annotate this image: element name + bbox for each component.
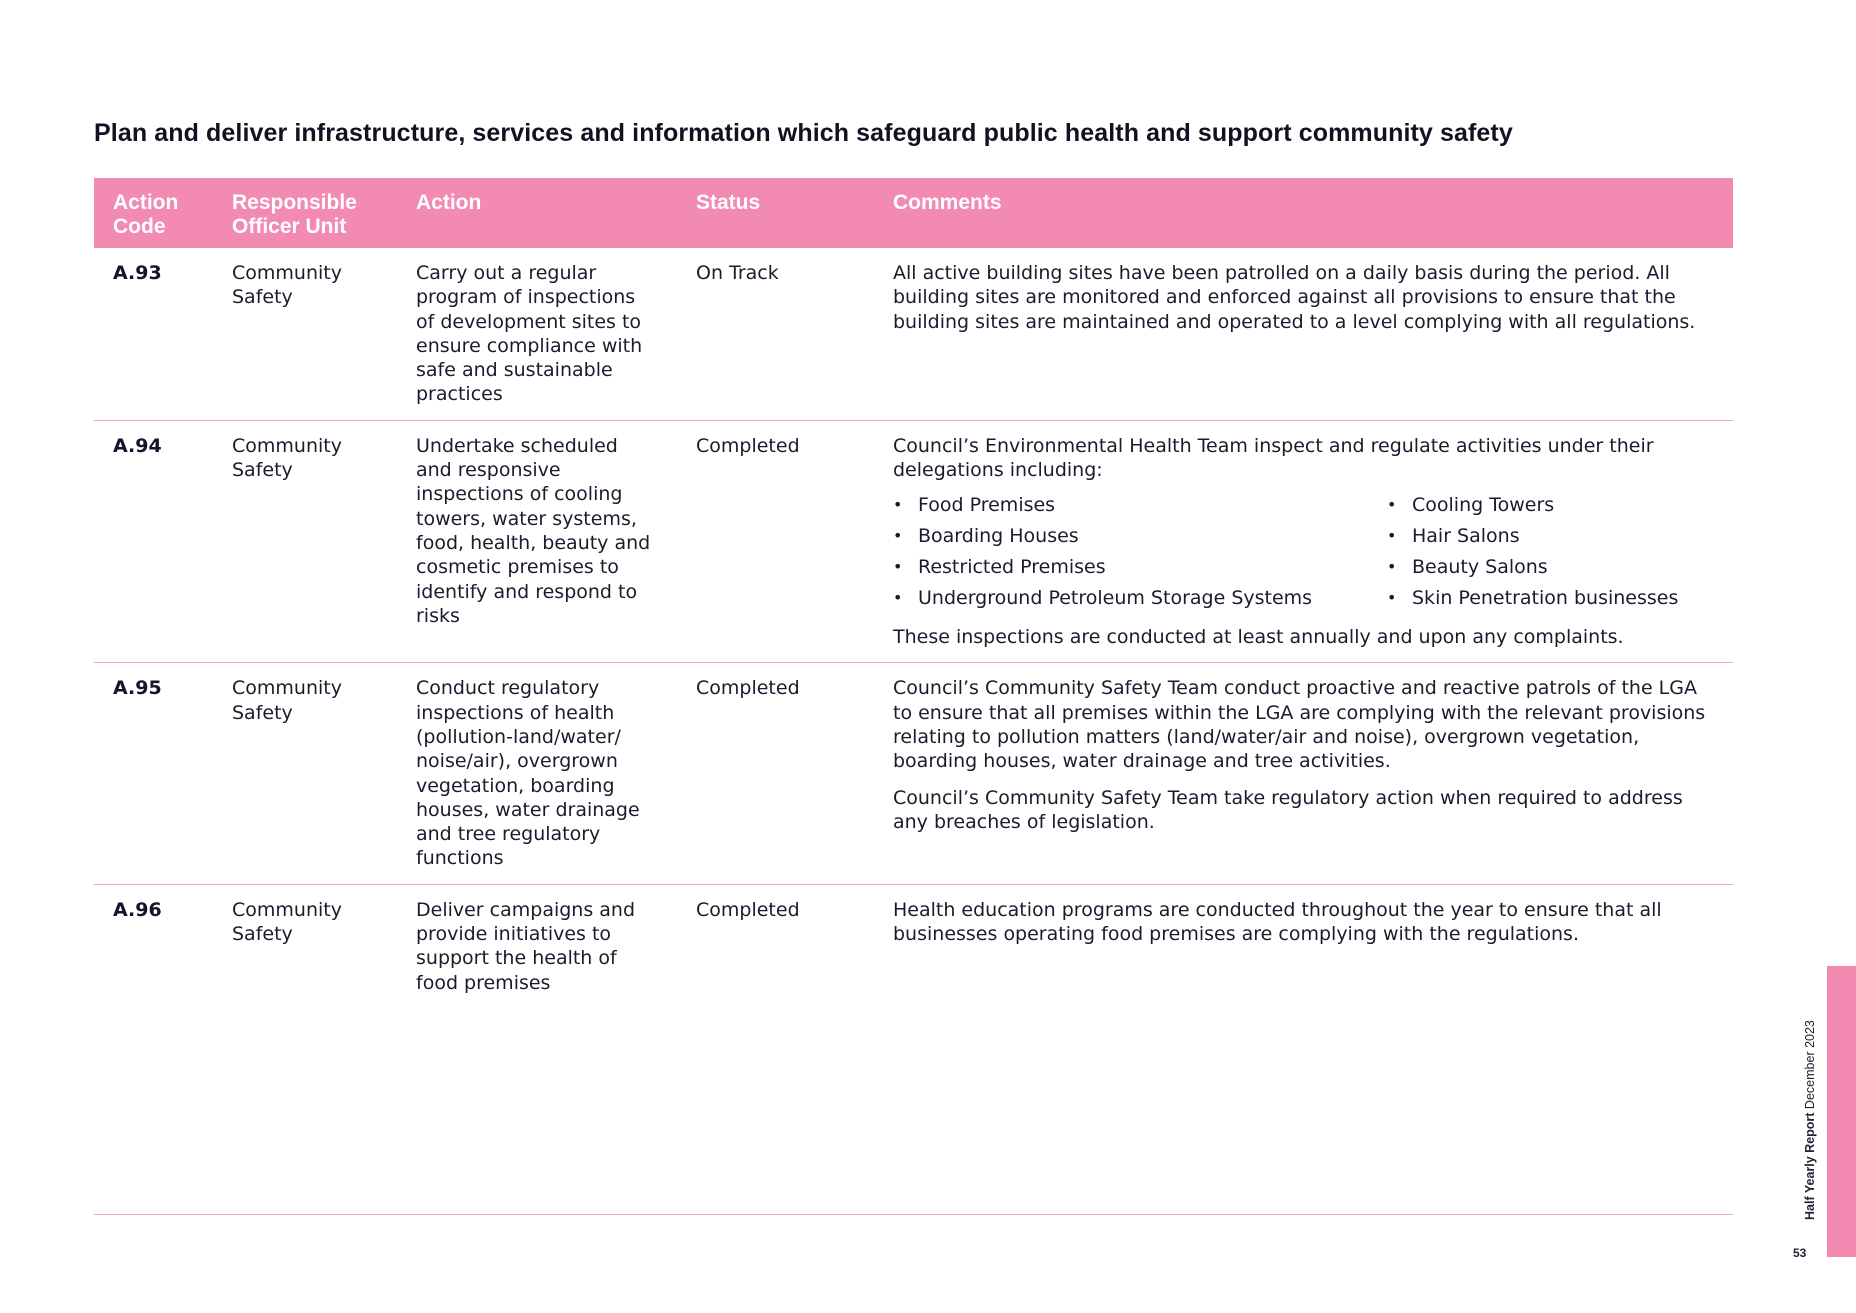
list-item: • Beauty Salons [1387,555,1715,579]
comment-cell [874,663,1733,884]
report-name: Half Yearly Report [1803,1112,1817,1220]
list-item: • Underground Petroleum Storage Systems [893,586,1387,610]
report-date: December 2023 [1803,1020,1817,1110]
table-row [94,663,1733,884]
header-status: Status [677,178,874,248]
list-item: • Skin Penetration businesses [1387,586,1715,610]
action-text: Undertake scheduled and responsive inspections of cooling towers, water systems, food, health, beauty and cosmetic premises to identify and respond to risks [397,420,677,663]
responsible-unit: Community Safety [213,663,397,884]
header-responsible-unit: Responsible Officer Unit [213,178,397,248]
comment-intro: Council’s Environmental Health Team inspect and regulate activities under their delegations including: [893,434,1654,482]
action-code: A.95 [94,663,213,884]
responsible-unit: Community Safety [213,248,397,420]
table-header-row [94,178,1733,248]
comment-text: All active building sites have been patrolled on a daily basis during the period. All building sites are monitored and enforced against all provisions to ensure that the building sites are maintained and operated to a level complying with all regulations. [893,262,1696,333]
header-action: Action [397,178,677,248]
action-code: A.96 [94,884,213,1214]
action-code: A.94 [94,420,213,663]
status-text: Completed [677,663,874,884]
header-action-code: Action Code [94,178,213,248]
premises-list [893,493,1715,610]
list-item: • Hair Salons [1387,524,1715,548]
list-item: • Boarding Houses [893,524,1387,548]
comment-cell [874,248,1733,420]
list-item: • Food Premises [893,493,1387,517]
responsible-unit: Community Safety [213,884,397,1214]
table-row [94,420,1733,663]
action-text: Deliver campaigns and provide initiatives to support the health of food premises [397,884,677,1214]
list-item: • Restricted Premises [893,555,1387,579]
status-text: On Track [677,248,874,420]
header-comments: Comments [874,178,1733,248]
responsible-unit: Community Safety [213,420,397,663]
comment-outro: These inspections are conducted at least annually and upon any complaints. [893,626,1624,649]
report-footer-label [1803,1020,1817,1220]
comment-text: Health education programs are conducted throughout the year to ensure that all businesses operating food premises are complying with the regulations. [893,898,1662,946]
action-code: A.93 [94,248,213,420]
page-number: 53 [1793,1246,1807,1260]
comment-text: Council’s Community Safety Team conduct proactive and reactive patrols of the LGA to ensure that all premises within the LGA are complying with the relevant provisions relating to pollution matters (land/water/air and noise), overgrown vegetation, boarding houses, water drainage and tree activities. [893,677,1706,773]
comment-cell [874,884,1733,1214]
list-item: • Cooling Towers [1387,493,1715,517]
side-accent-bar [1827,966,1856,1257]
table-row [94,248,1733,420]
comment-text: Council’s Community Safety Team take regulatory action when required to address any breaches of legislation. [893,786,1683,833]
actions-table [94,178,1733,1215]
comment-cell [874,420,1733,663]
page-title: Plan and deliver infrastructure, services and information which safeguard public health and support community safety [94,119,1513,147]
action-text: Carry out a regular program of inspections of development sites to ensure compliance with safe and sustainable practices [397,248,677,420]
status-text: Completed [677,884,874,1214]
table-row [94,884,1733,1214]
action-text: Conduct regulatory inspections of health (pollution-land/water/ noise/air), overgrown vegetation, boarding houses, water drainage and tree regulatory functions [397,663,677,884]
status-text: Completed [677,420,874,663]
